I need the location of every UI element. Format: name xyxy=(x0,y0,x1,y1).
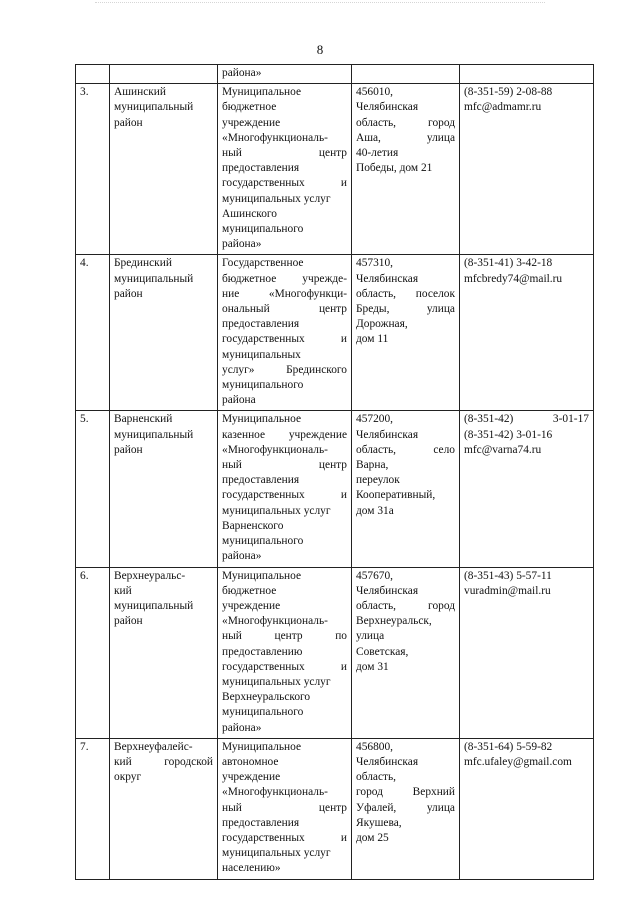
org-line: Варненского xyxy=(222,519,284,532)
address-line: 457310, xyxy=(356,257,394,270)
scan-artifact xyxy=(95,2,545,9)
cell-org xyxy=(218,255,352,411)
cell-address xyxy=(352,411,460,567)
org-line: предоставления xyxy=(222,816,300,829)
email: mfcbredy74@mail.ru xyxy=(464,272,563,285)
org-line: ональный центр xyxy=(222,303,347,316)
org-line: автономное xyxy=(222,755,279,768)
cell-name xyxy=(110,65,218,84)
address-line: Челябинская xyxy=(356,272,419,285)
row-number: 4. xyxy=(76,255,110,411)
org-line: муниципального xyxy=(222,706,304,719)
address-line: дом 31 xyxy=(356,660,389,673)
org-line: учреждение xyxy=(222,116,281,129)
org-line: Государственное xyxy=(222,257,304,270)
name-line: муниципальный xyxy=(114,101,194,114)
address-line: Бреды, улица xyxy=(356,303,455,316)
org-line: муниципальных xyxy=(222,348,301,361)
org-line: бюджетное xyxy=(222,101,277,114)
phone: (8-351-42) 3-01-17 xyxy=(464,413,589,426)
cell-name xyxy=(110,411,218,567)
address-line: дом 11 xyxy=(356,333,389,346)
table-row-continuation xyxy=(76,65,594,84)
name-line: район xyxy=(114,116,143,129)
row-number: 3. xyxy=(76,84,110,255)
org-line: Верхнеуральского xyxy=(222,691,311,704)
org-line: района» xyxy=(222,67,262,79)
org-line: государственных и xyxy=(222,333,347,346)
phone: (8-351-41) 3-42-18 xyxy=(464,257,553,270)
name-line: район xyxy=(114,615,143,628)
name-line: муниципальный xyxy=(114,428,194,441)
name-line: Ашинский xyxy=(114,86,166,99)
org-line: ный центр xyxy=(222,147,347,160)
address-line: переулок xyxy=(356,474,400,487)
address-line: город Верхний xyxy=(356,786,455,799)
address-line: область, xyxy=(356,771,397,784)
phone-secondary: (8-351-42) 3-01-16 xyxy=(464,428,553,441)
org-line: ный центр xyxy=(222,801,347,814)
cell-org xyxy=(218,411,352,567)
org-line: «Многофункциональ- xyxy=(222,615,328,628)
table-row xyxy=(76,84,594,255)
org-line: ный центр xyxy=(222,459,347,472)
address-line: Победы, дом 21 xyxy=(356,162,433,175)
cell-org xyxy=(218,65,352,84)
cell-name xyxy=(110,567,218,738)
org-line: муниципального xyxy=(222,223,304,236)
org-line: муниципальных услуг xyxy=(222,675,331,688)
address-line: 457200, xyxy=(356,413,394,426)
org-line: государственных и xyxy=(222,177,347,190)
cell-org xyxy=(218,84,352,255)
page-number: 8 xyxy=(316,42,324,57)
cell-address xyxy=(352,255,460,411)
email: mfc.ufaley@gmail.com xyxy=(464,755,572,768)
org-line: населению» xyxy=(222,862,281,875)
org-line: государственных и xyxy=(222,660,347,673)
org-line: Муниципальное xyxy=(222,569,302,582)
org-line: муниципальных услуг xyxy=(222,504,331,517)
org-line: предоставлению xyxy=(222,645,303,658)
name-line: Варненский xyxy=(114,413,173,426)
name-line: округ xyxy=(114,771,142,784)
cell-address xyxy=(352,65,460,84)
address-line: Верхнеуральск, xyxy=(356,615,432,628)
org-line: района» xyxy=(222,721,262,734)
table-row xyxy=(76,255,594,411)
org-line: учреждение xyxy=(222,599,281,612)
org-line: муниципального xyxy=(222,535,304,548)
cell-contact xyxy=(460,255,594,411)
address-line: дом 31а xyxy=(356,504,394,517)
org-line: муниципальных услуг xyxy=(222,192,331,205)
address-line: 457670, xyxy=(356,569,394,582)
phone: (8-351-59) 2-08-88 xyxy=(464,86,553,99)
cell-contact xyxy=(460,65,594,84)
name-line: район xyxy=(114,287,143,300)
address-line: Уфалей, улица xyxy=(356,801,455,814)
phone: (8-351-43) 5-57-11 xyxy=(464,569,552,582)
address-line: область, село xyxy=(356,443,455,456)
address-line: Дорожная, xyxy=(356,318,408,331)
row-number: 6. xyxy=(76,567,110,738)
address-line: Варна, xyxy=(356,459,389,472)
cell-name xyxy=(110,84,218,255)
org-line: услуг» Брединского xyxy=(222,363,347,376)
org-line: муниципальных услуг xyxy=(222,847,331,860)
cell-contact xyxy=(460,738,594,879)
name-line: Брединский xyxy=(114,257,172,270)
org-line: предоставления xyxy=(222,318,300,331)
cell-org xyxy=(218,567,352,738)
org-line: ный центр по xyxy=(222,630,347,643)
row-number: 7. xyxy=(76,738,110,879)
org-line: бюджетное xyxy=(222,584,277,597)
phone: (8-351-64) 5-59-82 xyxy=(464,740,553,753)
cell-address xyxy=(352,84,460,255)
org-line: «Многофункциональ- xyxy=(222,786,328,799)
address-line: область, поселок xyxy=(356,287,455,300)
address-line: 456800, xyxy=(356,740,394,753)
address-line: Челябинская xyxy=(356,755,419,768)
address-line: Аша, улица xyxy=(356,131,455,144)
cell-name xyxy=(110,738,218,879)
org-line: района» xyxy=(222,550,262,563)
email: mfc@varna74.ru xyxy=(464,443,542,456)
cell-contact xyxy=(460,567,594,738)
table-row xyxy=(76,738,594,879)
org-line: района» xyxy=(222,238,262,251)
address-line: Советская, xyxy=(356,645,409,658)
org-line: предоставления xyxy=(222,162,300,175)
name-line: кий xyxy=(114,584,132,597)
email: mfc@admamr.ru xyxy=(464,101,542,114)
table-row xyxy=(76,567,594,738)
address-line: Кооперативный, xyxy=(356,489,436,502)
name-line: Верхнеуфалейс- xyxy=(114,740,193,753)
name-line: Верхнеуральс- xyxy=(114,569,186,582)
org-line: бюджетное учрежде- xyxy=(222,272,347,285)
address-line: Челябинская xyxy=(356,584,419,597)
address-line: Челябинская xyxy=(356,101,419,114)
address-line: область, город xyxy=(356,599,455,612)
address-line: дом 25 xyxy=(356,831,389,844)
name-line: муниципальный xyxy=(114,272,194,285)
org-line: Муниципальное xyxy=(222,86,302,99)
cell-address xyxy=(352,738,460,879)
name-line: муниципальный xyxy=(114,599,194,612)
org-line: ние «Многофункци- xyxy=(222,287,347,300)
org-line: муниципального xyxy=(222,379,304,392)
org-line: учреждение xyxy=(222,771,281,784)
org-line: предоставления xyxy=(222,474,300,487)
address-line: 40-летия xyxy=(356,147,399,160)
name-line: район xyxy=(114,443,143,456)
address-line: Якушева, xyxy=(356,816,402,829)
org-line: казенное учреждение xyxy=(222,428,347,441)
mfc-registry-table xyxy=(75,64,594,880)
cell-name xyxy=(110,255,218,411)
cell-org xyxy=(218,738,352,879)
email: vuradmin@mail.ru xyxy=(464,584,551,597)
org-line: района xyxy=(222,394,256,407)
name-line: кий городской xyxy=(114,755,213,768)
org-line: Ашинского xyxy=(222,207,277,220)
row-number: 5. xyxy=(76,411,110,567)
address-line: 456010, xyxy=(356,86,394,99)
cell-contact xyxy=(460,84,594,255)
cell-contact xyxy=(460,411,594,567)
org-line: «Многофункциональ- xyxy=(222,131,328,144)
org-line: государственных и xyxy=(222,489,347,502)
address-line: область, город xyxy=(356,116,455,129)
cell-address xyxy=(352,567,460,738)
table-row xyxy=(76,411,594,567)
org-line: Муниципальное xyxy=(222,413,302,426)
org-line: «Многофункциональ- xyxy=(222,443,328,456)
org-line: Муниципальное xyxy=(222,740,302,753)
address-line: Челябинская xyxy=(356,428,419,441)
cell-num xyxy=(76,65,110,84)
org-line: государственных и xyxy=(222,831,347,844)
address-line: улица xyxy=(356,630,385,643)
